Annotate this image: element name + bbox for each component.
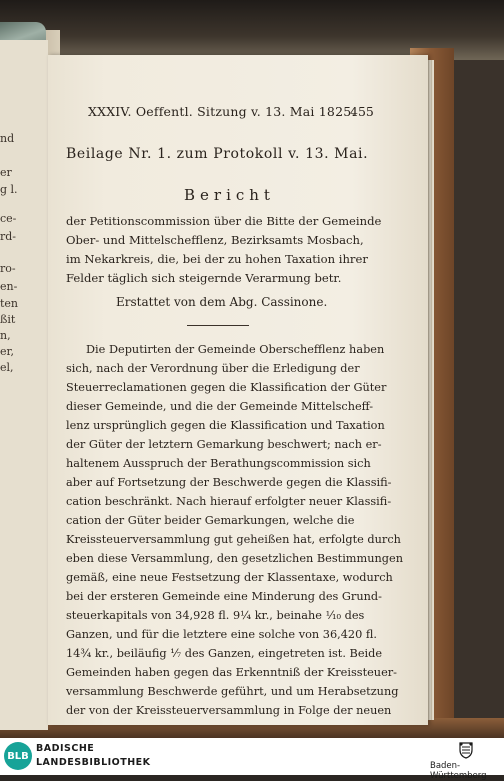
facing-text: n, xyxy=(0,329,11,342)
coat-of-arms-icon xyxy=(458,741,474,759)
body-line: lenz ursprünglich gegen die Klassification und Taxation xyxy=(66,419,385,432)
body-line: steuerkapitals von 34,928 fl. 9¼ kr., beinahe ¹⁄₁₀ des xyxy=(66,609,365,622)
facing-page-fragment xyxy=(0,40,48,730)
facing-text: ce- xyxy=(0,212,17,225)
facing-text: er xyxy=(0,166,12,179)
report-heading: Bericht xyxy=(184,186,275,204)
body-line: der Güter der letztern Gemarkung beschwert; nach er- xyxy=(66,438,382,451)
facing-text: en- xyxy=(0,280,18,293)
body-line: haltenem Ausspruch der Berathungscommission sich xyxy=(66,457,371,470)
body-line: dieser Gemeinde, und die der Gemeinde Mittelscheff- xyxy=(66,400,374,413)
region-label: Baden-Württemberg xyxy=(430,761,487,781)
facing-text: nd xyxy=(0,132,15,145)
body-line: Die Deputirten der Gemeinde Oberschefflenz haben xyxy=(86,343,385,356)
body-line: aber auf Fortsetzung der Beschwerde gegen die Klassifi- xyxy=(66,476,392,489)
facing-text: er, xyxy=(0,345,15,358)
section-divider xyxy=(187,325,249,326)
facing-text: rd- xyxy=(0,230,17,243)
submitted-by: Erstattet von dem Abg. Cassinone. xyxy=(116,295,328,309)
body-line: bei der ersteren Gemeinde eine Minderung des Grund- xyxy=(66,590,382,603)
body-line: Steuerreclamationen gegen die Klassification der Güter xyxy=(66,381,387,394)
body-line: 14¾ kr., beiläufig ⅐ des Ganzen, eingetreten ist. Beide xyxy=(66,647,383,660)
body-line: sich, nach der Verordnung über die Erledigung der xyxy=(66,362,360,375)
body-line: cation beschränkt. Nach hierauf erfolgter neuer Klassifi- xyxy=(66,495,392,508)
body-line: der von der Kreissteuerversammlung in Folge der neuen xyxy=(66,704,392,717)
supplement-heading: Beilage Nr. 1. zum Protokoll v. 13. Mai. xyxy=(66,146,369,162)
blb-logo-icon[interactable]: BLB xyxy=(4,742,32,770)
library-footer xyxy=(0,738,504,781)
title-line: Ober- und Mittelschefflenz, Bezirksamts Mosbach, xyxy=(66,233,364,247)
body-line: eben diese Versammlung, den gesetzlichen Bestimmungen xyxy=(66,552,403,565)
library-name-line2[interactable]: LANDESBIBLIOTHEK xyxy=(36,757,151,768)
body-line: versammlung Beschwerde geführt, und um Herabsetzung xyxy=(66,685,399,698)
title-line: im Nekarkreis, die, bei der zu hohen Taxation ihrer xyxy=(66,252,368,266)
body-line: Ganzen, und für die letztere eine solche von 36,420 fl. xyxy=(66,628,378,641)
facing-text: ro- xyxy=(0,262,16,275)
facing-text: ten xyxy=(0,297,19,310)
body-line: cation der Güter beider Gemarkungen, welche die xyxy=(66,514,355,527)
page-number: 455 xyxy=(350,104,374,119)
facing-text: el, xyxy=(0,361,14,374)
running-header: XXXIV. Oeffentl. Sitzung v. 13. Mai 1825. xyxy=(88,104,356,119)
body-line: Gemeinden haben gegen das Erkenntniß der Kreissteuer- xyxy=(66,666,397,679)
body-line: gemäß, eine neue Festsetzung der Klassentaxe, wodurch xyxy=(66,571,393,584)
library-name-line1[interactable]: BADISCHE xyxy=(36,743,95,754)
title-line: der Petitionscommission über die Bitte der Gemeinde xyxy=(66,214,382,228)
facing-text: ßit xyxy=(0,313,16,326)
facing-text: g l. xyxy=(0,183,18,196)
body-line: Kreissteuerversammlung gut geheißen hat, erfolgte durch xyxy=(66,533,401,546)
title-line: Felder täglich sich steigernde Verarmung betr. xyxy=(66,271,342,285)
